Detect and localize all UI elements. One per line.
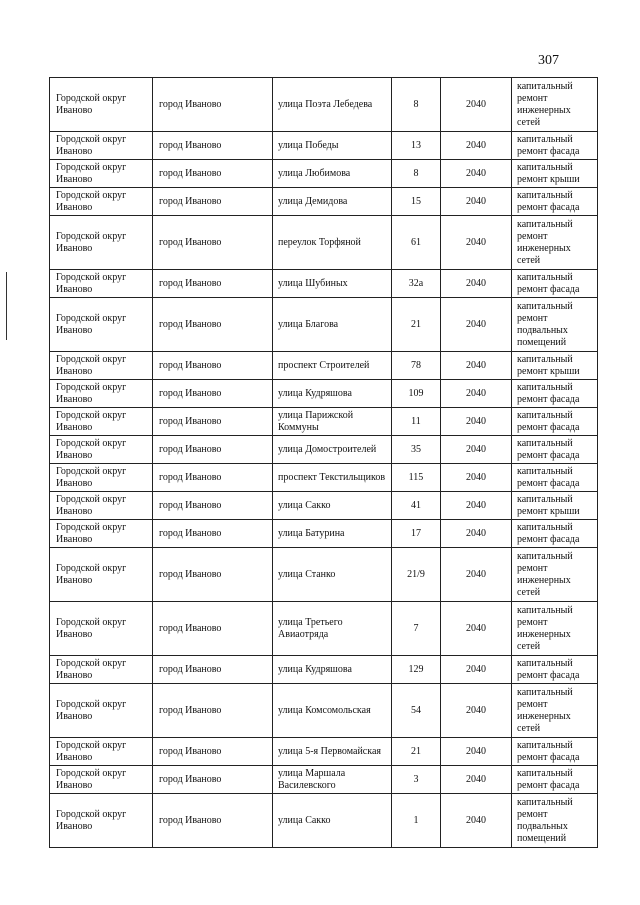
street-cell: улица Демидова: [273, 188, 392, 216]
city-cell: город Иваново: [153, 684, 273, 738]
table-row: [50, 408, 598, 436]
work-type-cell: капитальный ремонт фасада: [512, 436, 598, 464]
house-number-cell: 54: [392, 684, 441, 738]
table-row: [50, 436, 598, 464]
city-cell: город Иваново: [153, 270, 273, 298]
street-cell: улица Маршала Василевского: [273, 766, 392, 794]
table-row: [50, 656, 598, 684]
city-cell: город Иваново: [153, 492, 273, 520]
work-type-cell: капитальный ремонт фасада: [512, 270, 598, 298]
table-row: [50, 188, 598, 216]
table-body: [50, 78, 598, 848]
region-cell: Городской округ Иваново: [50, 132, 153, 160]
house-number-cell: 115: [392, 464, 441, 492]
year-cell: 2040: [441, 492, 512, 520]
city-cell: город Иваново: [153, 380, 273, 408]
house-number-cell: 35: [392, 436, 441, 464]
city-cell: город Иваново: [153, 602, 273, 656]
work-type-cell: капитальный ремонт фасада: [512, 766, 598, 794]
table-row: [50, 132, 598, 160]
work-type-cell: капитальный ремонт подвальных помещений: [512, 794, 598, 848]
work-type-cell: капитальный ремонт крыши: [512, 492, 598, 520]
region-cell: Городской округ Иваново: [50, 436, 153, 464]
street-cell: улица Сакко: [273, 794, 392, 848]
work-type-cell: капитальный ремонт инженерных сетей: [512, 216, 598, 270]
region-cell: Городской округ Иваново: [50, 464, 153, 492]
work-type-cell: капитальный ремонт фасада: [512, 656, 598, 684]
house-number-cell: 109: [392, 380, 441, 408]
work-type-cell: капитальный ремонт фасада: [512, 520, 598, 548]
table-row: [50, 298, 598, 352]
year-cell: 2040: [441, 548, 512, 602]
work-type-cell: капитальный ремонт инженерных сетей: [512, 548, 598, 602]
region-cell: Городской округ Иваново: [50, 216, 153, 270]
work-type-cell: капитальный ремонт инженерных сетей: [512, 78, 598, 132]
city-cell: город Иваново: [153, 160, 273, 188]
region-cell: Городской округ Иваново: [50, 380, 153, 408]
table-row: [50, 270, 598, 298]
city-cell: город Иваново: [153, 520, 273, 548]
street-cell: улица Благова: [273, 298, 392, 352]
table-row: [50, 602, 598, 656]
region-cell: Городской округ Иваново: [50, 270, 153, 298]
street-cell: улица Поэта Лебедева: [273, 78, 392, 132]
year-cell: 2040: [441, 352, 512, 380]
city-cell: город Иваново: [153, 78, 273, 132]
region-cell: Городской округ Иваново: [50, 520, 153, 548]
year-cell: 2040: [441, 380, 512, 408]
margin-line: [6, 272, 7, 340]
year-cell: 2040: [441, 738, 512, 766]
year-cell: 2040: [441, 766, 512, 794]
house-number-cell: 17: [392, 520, 441, 548]
street-cell: улица Любимова: [273, 160, 392, 188]
city-cell: город Иваново: [153, 738, 273, 766]
table-row: [50, 78, 598, 132]
street-cell: улица Домостроителей: [273, 436, 392, 464]
work-type-cell: капитальный ремонт крыши: [512, 352, 598, 380]
page-number: 307: [538, 53, 559, 68]
region-cell: Городской округ Иваново: [50, 78, 153, 132]
year-cell: 2040: [441, 270, 512, 298]
year-cell: 2040: [441, 78, 512, 132]
house-number-cell: 21/9: [392, 548, 441, 602]
city-cell: город Иваново: [153, 408, 273, 436]
work-type-cell: капитальный ремонт подвальных помещений: [512, 298, 598, 352]
year-cell: 2040: [441, 160, 512, 188]
work-type-cell: капитальный ремонт инженерных сетей: [512, 602, 598, 656]
house-number-cell: 1: [392, 794, 441, 848]
year-cell: 2040: [441, 464, 512, 492]
street-cell: улица Кудряшова: [273, 380, 392, 408]
work-type-cell: капитальный ремонт фасада: [512, 738, 598, 766]
region-cell: Городской округ Иваново: [50, 794, 153, 848]
year-cell: 2040: [441, 436, 512, 464]
city-cell: город Иваново: [153, 436, 273, 464]
house-number-cell: 8: [392, 78, 441, 132]
street-cell: улица Станко: [273, 548, 392, 602]
street-cell: улица Шубиных: [273, 270, 392, 298]
region-cell: Городской округ Иваново: [50, 188, 153, 216]
city-cell: город Иваново: [153, 548, 273, 602]
city-cell: город Иваново: [153, 794, 273, 848]
region-cell: Городской округ Иваново: [50, 492, 153, 520]
house-number-cell: 15: [392, 188, 441, 216]
street-cell: улица 5-я Первомайская: [273, 738, 392, 766]
table-row: [50, 548, 598, 602]
work-type-cell: капитальный ремонт фасада: [512, 132, 598, 160]
house-number-cell: 8: [392, 160, 441, 188]
street-cell: улица Сакко: [273, 492, 392, 520]
street-cell: переулок Торфяной: [273, 216, 392, 270]
street-cell: улица Комсомольская: [273, 684, 392, 738]
region-cell: Городской округ Иваново: [50, 738, 153, 766]
work-type-cell: капитальный ремонт фасада: [512, 464, 598, 492]
work-type-cell: капитальный ремонт фасада: [512, 380, 598, 408]
year-cell: 2040: [441, 188, 512, 216]
street-cell: улица Третьего Авиаотряда: [273, 602, 392, 656]
city-cell: город Иваново: [153, 464, 273, 492]
table-row: [50, 738, 598, 766]
work-type-cell: капитальный ремонт фасада: [512, 408, 598, 436]
year-cell: 2040: [441, 794, 512, 848]
street-cell: улица Батурина: [273, 520, 392, 548]
house-number-cell: 21: [392, 298, 441, 352]
region-cell: Городской округ Иваново: [50, 298, 153, 352]
city-cell: город Иваново: [153, 352, 273, 380]
region-cell: Городской округ Иваново: [50, 548, 153, 602]
region-cell: Городской округ Иваново: [50, 602, 153, 656]
year-cell: 2040: [441, 520, 512, 548]
house-number-cell: 11: [392, 408, 441, 436]
table-row: [50, 766, 598, 794]
work-type-cell: капитальный ремонт фасада: [512, 188, 598, 216]
year-cell: 2040: [441, 408, 512, 436]
city-cell: город Иваново: [153, 656, 273, 684]
house-number-cell: 78: [392, 352, 441, 380]
house-number-cell: 61: [392, 216, 441, 270]
year-cell: 2040: [441, 298, 512, 352]
table-row: [50, 352, 598, 380]
year-cell: 2040: [441, 684, 512, 738]
house-number-cell: 21: [392, 738, 441, 766]
table-row: [50, 160, 598, 188]
street-cell: проспект Строителей: [273, 352, 392, 380]
city-cell: город Иваново: [153, 216, 273, 270]
street-cell: улица Победы: [273, 132, 392, 160]
work-type-cell: капитальный ремонт крыши: [512, 160, 598, 188]
table-row: [50, 794, 598, 848]
city-cell: город Иваново: [153, 298, 273, 352]
table-row: [50, 216, 598, 270]
region-cell: Городской округ Иваново: [50, 684, 153, 738]
table-row: [50, 492, 598, 520]
city-cell: город Иваново: [153, 132, 273, 160]
street-cell: улица Парижской Коммуны: [273, 408, 392, 436]
work-type-cell: капитальный ремонт инженерных сетей: [512, 684, 598, 738]
city-cell: город Иваново: [153, 188, 273, 216]
house-number-cell: 7: [392, 602, 441, 656]
year-cell: 2040: [441, 602, 512, 656]
region-cell: Городской округ Иваново: [50, 160, 153, 188]
house-number-cell: 13: [392, 132, 441, 160]
city-cell: город Иваново: [153, 766, 273, 794]
region-cell: Городской округ Иваново: [50, 656, 153, 684]
year-cell: 2040: [441, 216, 512, 270]
year-cell: 2040: [441, 656, 512, 684]
house-number-cell: 3: [392, 766, 441, 794]
year-cell: 2040: [441, 132, 512, 160]
region-cell: Городской округ Иваново: [50, 352, 153, 380]
street-cell: проспект Текстильщиков: [273, 464, 392, 492]
repair-schedule-table: [49, 77, 598, 848]
street-cell: улица Кудряшова: [273, 656, 392, 684]
table-row: [50, 464, 598, 492]
house-number-cell: 32а: [392, 270, 441, 298]
house-number-cell: 41: [392, 492, 441, 520]
house-number-cell: 129: [392, 656, 441, 684]
region-cell: Городской округ Иваново: [50, 766, 153, 794]
table-row: [50, 380, 598, 408]
region-cell: Городской округ Иваново: [50, 408, 153, 436]
table-row: [50, 520, 598, 548]
table-row: [50, 684, 598, 738]
